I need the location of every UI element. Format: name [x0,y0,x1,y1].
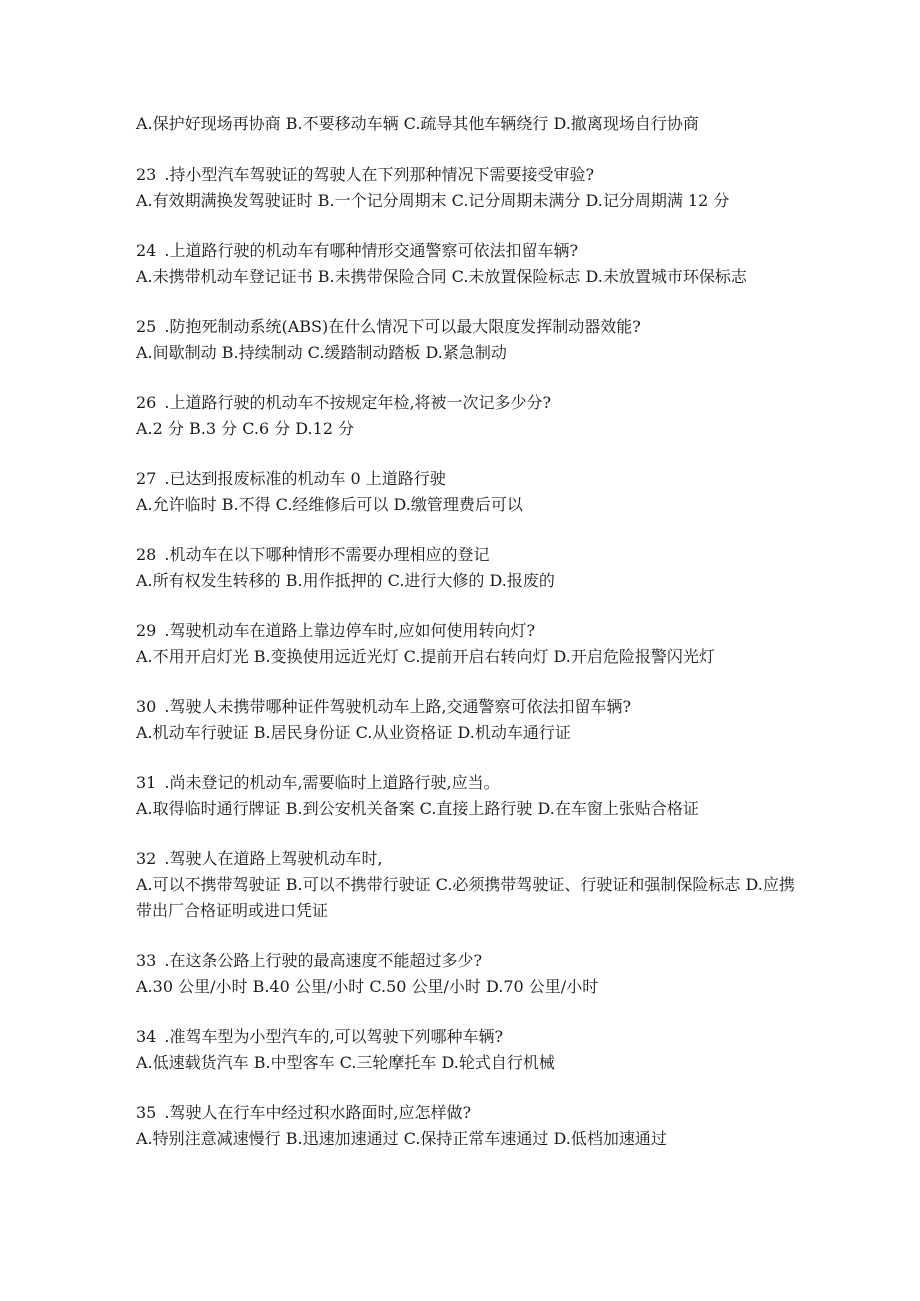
question-stem [136,694,800,720]
question-text: .驾驶人在道路上驾驶机动车时, [164,849,383,868]
question-number: 27 [136,469,157,488]
question-item [136,1024,800,1076]
question-item [136,846,800,924]
question-text: .上道路行驶的机动车不按规定年检,将被一次记多少分? [164,393,552,412]
question-options: A.机动车行驶证 B.居民身份证 C.从业资格证 D.机动车通行证 [136,723,571,742]
question-text: .驾驶人在行车中经过积水路面时,应怎样做? [164,1103,472,1122]
question-item [136,1100,800,1152]
question-stem [136,542,800,568]
question-text: .上道路行驶的机动车有哪种情形交通警察可依法扣留车辆? [164,241,579,260]
question-text: .已达到报废标准的机动车 0 上道路行驶 [164,469,446,488]
question-stem [136,846,800,872]
question-item [136,770,800,822]
question-text: .机动车在以下哪种情形不需要办理相应的登记 [164,545,490,564]
question-stem [136,466,800,492]
question-text: .驾驶人未携带哪种证件驾驶机动车上路,交通警察可依法扣留车辆? [164,697,632,716]
question-options: A.低速载货汽车 B.中型客车 C.三轮摩托车 D.轮式自行机械 [136,1053,555,1072]
question-number: 35 [136,1103,157,1122]
question-item [136,314,800,366]
question-stem [136,390,800,416]
question-text: .防抱死制动系统(ABS)在什么情况下可以最大限度发挥制动器效能? [164,317,641,336]
question-stem [136,1024,800,1050]
question-stem [136,162,800,188]
question-number: 28 [136,545,157,564]
question-text: .尚未登记的机动车,需要临时上道路行驶,应当。 [164,773,500,792]
question-item [136,618,800,670]
question-options: A.2 分 B.3 分 C.6 分 D.12 分 [136,419,355,438]
question-options: A.间歇制动 B.持续制动 C.缓踏制动踏板 D.紧急制动 [136,343,507,362]
question-stem [136,1100,800,1126]
question-options: A.允许临时 B.不得 C.经维修后可以 D.缴管理费后可以 [136,495,523,514]
question-stem [136,314,800,340]
question-options: A.所有权发生转移的 B.用作抵押的 C.进行大修的 D.报废的 [136,571,555,590]
question-options: A.不用开启灯光 B.变换使用远近光灯 C.提前开启右转向灯 D.开启危险报警闪光灯 [136,647,715,666]
question-number: 26 [136,393,157,412]
question-options: A.取得临时通行牌证 B.到公安机关备案 C.直接上路行驶 D.在车窗上张贴合格证 [136,799,699,818]
question-number: 34 [136,1027,157,1046]
question-text: .持小型汽车驾驶证的驾驶人在下列那种情况下需要接受审验? [164,165,595,184]
question-item [136,542,800,594]
question-text: .准驾车型为小型汽车的,可以驾驶下列哪种车辆? [164,1027,504,1046]
question-number: 25 [136,317,157,336]
question-item [136,948,800,1000]
question-options: A.有效期满换发驾驶证时 B.一个记分周期末 C.记分周期未满分 D.记分周期满 12 分 [136,191,730,210]
question-item [136,162,800,214]
question-item [136,238,800,290]
intro-options: A.保护好现场再协商 B.不要移动车辆 C.疏导其他车辆绕行 D.撤离现场自行协商 [136,114,699,133]
question-number: 30 [136,697,157,716]
question-options: A.可以不携带驾驶证 B.可以不携带行驶证 C.必须携带驾驶证、行驶证和强制保险标志 D.应携带出厂合格证明或进口凭证 [136,875,795,920]
question-stem [136,618,800,644]
question-item [136,694,800,746]
question-number: 24 [136,241,157,260]
question-text: .驾驶机动车在道路上靠边停车时,应如何使用转向灯? [164,621,536,640]
question-number: 32 [136,849,157,868]
question-options: A.未携带机动车登记证书 B.未携带保险合同 C.未放置保险标志 D.未放置城市环保标志 [136,267,747,286]
question-number: 33 [136,951,157,970]
question-stem [136,770,800,796]
question-stem [136,238,800,264]
question-item [136,390,800,442]
question-text: .在这条公路上行驶的最高速度不能超过多少? [164,951,483,970]
question-number: 31 [136,773,157,792]
question-stem [136,948,800,974]
question-number: 23 [136,165,157,184]
question-list [136,162,800,1152]
question-number: 29 [136,621,157,640]
question-options: A.30 公里/小时 B.40 公里/小时 C.50 公里/小时 D.70 公里/小时 [136,977,599,996]
question-options: A.特别注意减速慢行 B.迅速加速通过 C.保持正常车速通过 D.低档加速通过 [136,1129,667,1148]
question-item [136,466,800,518]
